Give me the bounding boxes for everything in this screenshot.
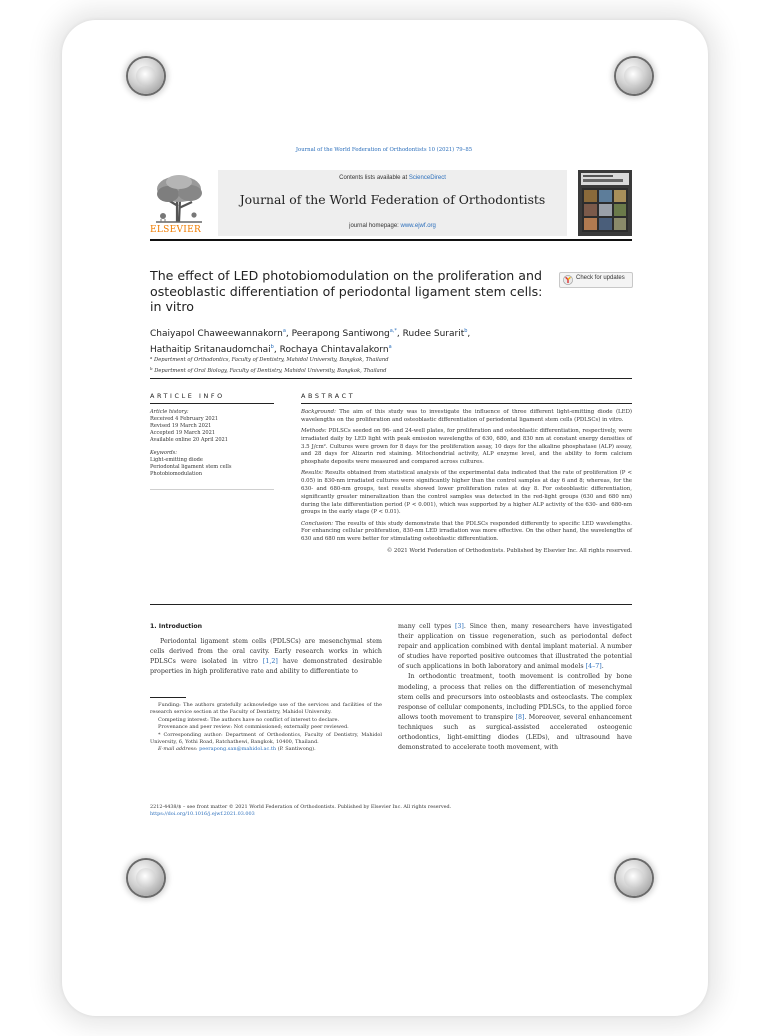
- journal-banner: [150, 170, 632, 238]
- affiliation-a: $^a$ Department of Orthodontics, Faculty of Dentistry, Mahidol University, Bangkok, Thailand: [150, 355, 389, 363]
- footnote-corresponding-author: * Corresponding author: Department of Orthodontics, Faculty of Dentistry, Mahidol University, 6, Yothi Road, Ratchathewi, Bangkok, 10400, Thailand.: [150, 731, 382, 746]
- author-name[interactable]: Rochaya Chintavalakorn: [279, 344, 389, 355]
- journal-header-panel: [218, 170, 567, 236]
- keywords-label: Keywords:: [150, 450, 178, 456]
- keyword: Photobiomodulation: [150, 471, 202, 477]
- homepage-link[interactable]: www.ejwf.org: [400, 223, 436, 229]
- keyword: Light-emitting diode: [150, 457, 203, 463]
- affiliations: [150, 354, 550, 375]
- check-for-updates-icon: [563, 275, 573, 285]
- abstract-divider: [150, 604, 632, 605]
- abstract-heading: ABSTRACT: [301, 392, 356, 400]
- introduction-right-column: [398, 622, 632, 753]
- footnote-funding: Funding: The authors gratefully acknowledge use of the services and facilities of the research service section at the Faculty of Dentistry, Mahidol University.: [150, 702, 382, 716]
- abstract-background: Background: The aim of this study was to investigate the influence of three different light-emitting diode (LED) wavelengths on the proliferation and osteoblastic differentiation of periodontal ligament stem cells (PDLSCs) in vitro.: [301, 409, 632, 423]
- article-info-heading: ARTICLE INFO: [150, 392, 225, 400]
- accepted-date: Accepted 19 March 2021: [150, 430, 216, 436]
- introduction-paragraph-1-continued: many cell types [3]. Since then, many researchers have investigated their application on tissue regeneration, such as periodontal defect repair and application combined with dental implant material. A number of studies have reported positive outcomes that illustrated the potential of such applications in both laboratory and animal models [4–7].: [398, 623, 632, 671]
- header-divider: [150, 378, 632, 379]
- footnote-email: E-mail address: peerapong.san@mahidol.ac.th (P. Santiwong).: [158, 746, 316, 753]
- abstract-rule: [301, 403, 632, 404]
- citation-link[interactable]: [4–7]: [585, 663, 602, 671]
- binder-ring-top-left: [128, 58, 164, 94]
- online-date: Available online 20 April 2021: [150, 437, 229, 443]
- section-heading-introduction: 1. Introduction: [150, 623, 203, 630]
- footnote-rule: [150, 697, 186, 698]
- bottom-metadata: [150, 804, 632, 818]
- received-date: Received 4 February 2021: [150, 416, 219, 422]
- footnote-provenance: Provenance and peer review: Not commissioned; externally peer reviewed.: [158, 724, 349, 731]
- author-name[interactable]: Rudee Surarit: [402, 329, 465, 339]
- affiliation-b: $^b$ Department of Oral Biology, Faculty of Dentistry, Mahidol University, Bangkok, Thailand: [150, 365, 387, 374]
- journal-homepage: [218, 223, 567, 229]
- introduction-paragraph-1: Periodontal ligament stem cells (PDLSCs) are mesenchymal stem cells derived from the oral cavity. Early research works in which PDLSCs were isolated in vitro [1,2] have demonstrated desirable properties in high proliferative rate and ability to differentiate to: [150, 638, 382, 676]
- contents-prefix: Contents lists available at: [339, 175, 409, 181]
- author-list: Chaiyapol Chaweewannakorn$^a$, Peerapong Santiwong$^{a,*}$, Rudee Surarit$^b$, Hathaitip Sritanaudomchai$^b$, Rochaya Chintavalakorn$^a$: [150, 328, 471, 355]
- check-for-updates-label: Check for updates: [576, 275, 625, 281]
- homepage-prefix: journal homepage:: [349, 223, 401, 229]
- article-info-bottom-rule: [150, 489, 274, 490]
- doi-link[interactable]: https://doi.org/10.1016/j.ejwf.2021.03.003: [150, 811, 255, 818]
- author-affiliation-mark[interactable]: a: [282, 328, 286, 334]
- abstract-methods: Methods: PDLSCs seeded on 96- and 24-well plates, for proliferation and osteoblastic differentiation, respectively, were irradiated daily by LED light with peak emission wavelengths of 630, 680, and 830 nm at constant energy densities of 3.5 J/cm². Cultures were grown for 8 days for the proliferation assay, 10 days for the alkaline phosphatase (ALP) assay, and 28 days for Alizarin red staining. Mitochondrial activity, ALP enzyme level, and the ability to form calcium phosphate deposits were measured and compared across cultures.: [301, 427, 632, 466]
- binder-ring-bottom-right: [616, 860, 652, 896]
- journal-cover-thumbnail: [578, 170, 632, 236]
- author-affiliation-mark[interactable]: b: [270, 343, 274, 350]
- banner-rule: [150, 239, 632, 241]
- introduction-paragraph-2: In orthodontic treatment, tooth movement is controlled by bone modeling, a process that relies on the differentiation of mesenchymal stem cells and precursors into osteoblasts and osteoclasts. The complex response of cellular components, including PDLSCs, to the applied force allows tooth movement to transpire [8]. Moreover, several enhancement techniques such as surgical-assisted accelerated osteogenic orthodontics, light-emitting diodes (LEDs), and ultrasound have demonstrated to accelerate tooth movement, with: [398, 673, 632, 752]
- journal-reference[interactable]: Journal of the World Federation of Orthodontists 10 (2021) 79–85: [295, 147, 473, 153]
- citation-link[interactable]: [1,2]: [262, 658, 278, 666]
- keyword: Periodontal ligament stem cells: [150, 464, 232, 470]
- email-link[interactable]: peerapong.san@mahidol.ac.th: [199, 746, 277, 753]
- elsevier-wordmark: ELSEVIER: [150, 225, 202, 235]
- footnote-competing-interest: Competing interest: The authors have no conflict of interest to declare.: [158, 716, 340, 723]
- article-title: The effect of LED photobiomodulation on the proliferation and osteoblastic differentiation of periodontal ligament stem cells: in vitro: [150, 268, 543, 314]
- abstract-results: Results: Results obtained from statistical analysis of the experimental data indicated that the rate of proliferation (P < 0.05) in 830-nm irradiated cultures were significantly higher than the control samples at day 6 and 8; whereas, for the 630- and 680-nm groups, test results showed lower proliferation rates at day 8. For osteoblastic differentiation, significantly greater mineralization than the control samples was detected in the red-light groups (630 and 680 nm) during the late differentiation period (P < 0.001), which was supported by a higher ALP activity of the 630- and 680-nm groups in the early stage (P < 0.01).: [301, 470, 632, 516]
- author-affiliation-mark[interactable]: a: [388, 343, 392, 350]
- citation-link[interactable]: [3]: [454, 623, 464, 630]
- footnotes: [150, 702, 382, 754]
- author-name[interactable]: Chaiyapol Chaweewannakorn: [150, 329, 283, 339]
- abstract-copyright: © 2021 World Federation of Orthodontists. Published by Elsevier Inc. All rights reserved.: [386, 547, 632, 554]
- sciencedirect-link[interactable]: ScienceDirect: [408, 175, 446, 181]
- issn-line: 2212-4438/$ – see front matter © 2021 World Federation of Orthodontists. Published by Elsevier Inc. All rights reserved.: [150, 804, 452, 810]
- binder-ring-top-right: [616, 58, 652, 94]
- abstract-conclusion: Conclusion: The results of this study demonstrate that the PDLSCs responded differently to specific LED wavelengths. For enhancing cellular proliferation, 830-nm LED irradiation was more effective. On the other hand, the wavelengths of 630 and 680 nm were better for stimulating osteoblastic differentiation.: [301, 520, 632, 543]
- check-for-updates-button[interactable]: [559, 272, 633, 288]
- history-label: Article history:: [150, 409, 189, 415]
- article-info-rule: [150, 403, 274, 404]
- abstract-body: [301, 409, 632, 559]
- author-name[interactable]: Hathaitip Sritanaudomchai: [150, 344, 271, 355]
- journal-title: Journal of the World Federation of Orthodontists: [239, 192, 546, 207]
- citation-link[interactable]: [8]: [515, 713, 525, 721]
- author-affiliation-mark[interactable]: a,*: [389, 328, 397, 334]
- article-info: [150, 409, 274, 478]
- contents-availability: [218, 175, 567, 181]
- author-name[interactable]: Peerapong Santiwong: [291, 329, 390, 339]
- binder-ring-bottom-left: [128, 860, 164, 896]
- revised-date: Revised 19 March 2021: [150, 423, 212, 429]
- author-affiliation-mark[interactable]: b: [464, 328, 468, 334]
